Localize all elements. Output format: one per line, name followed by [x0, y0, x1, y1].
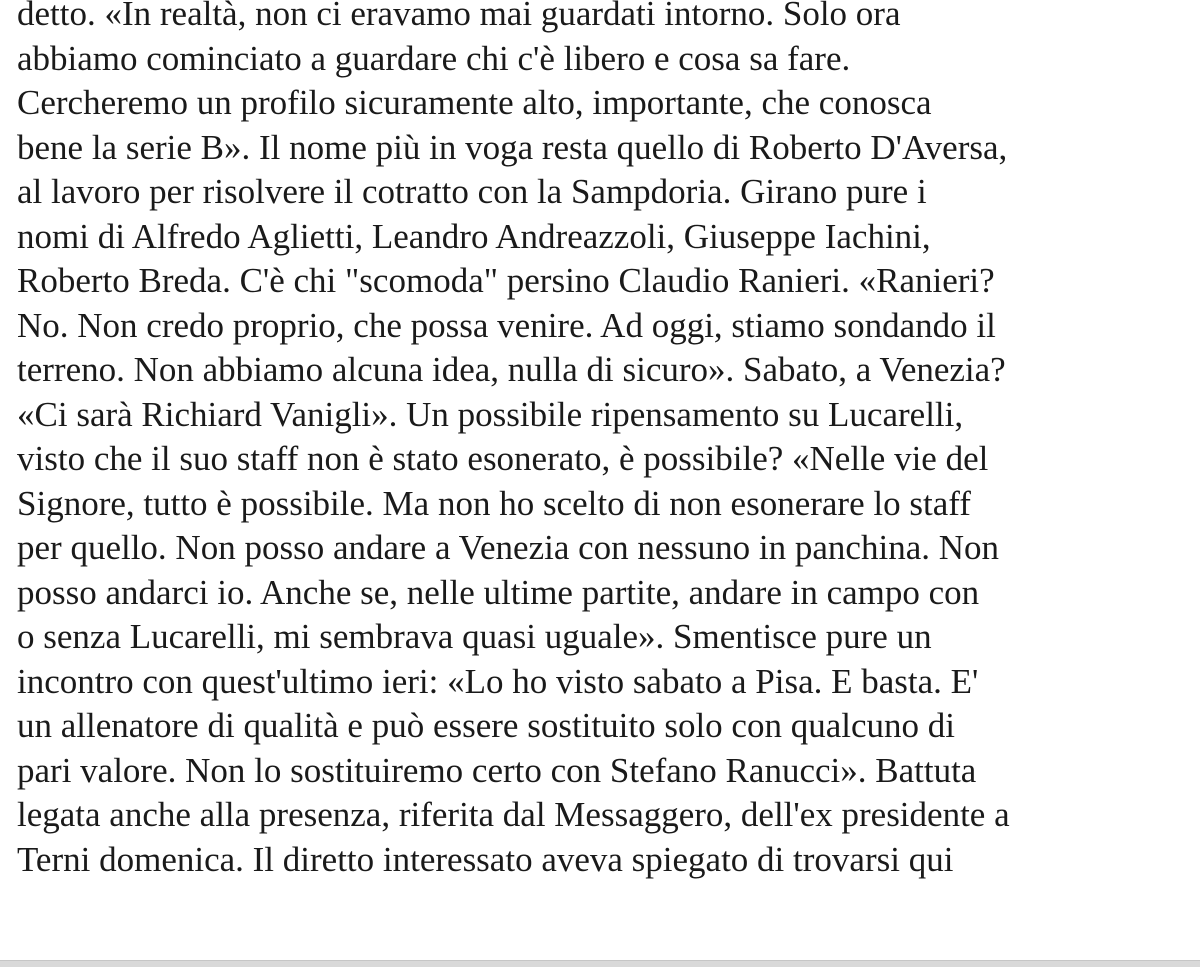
paragraph-line: al lavoro per risolvere il cotratto con la Sampdoria. Girano pure i: [17, 172, 927, 211]
paragraph-line: bene la serie B». Il nome più in voga resta quello di Roberto D'Aversa,: [17, 127, 1008, 167]
paragraph-line: visto che il suo staff non è stato esonerato, è possibile? «Nelle vie del: [17, 439, 989, 478]
paragraph-line: detto. «In realtà, non ci eravamo mai guardati intorno. Solo ora: [17, 0, 901, 33]
paragraph-line: Roberto Breda. C'è chi "scomoda" persino Claudio Ranieri. «Ranieri?: [17, 261, 995, 300]
paragraph-line: un allenatore di qualità e può essere sostituito solo con qualcuno di: [17, 706, 955, 745]
paragraph-line: per quello. Non posso andare a Venezia con nessuno in panchina. Non: [17, 528, 999, 567]
article-paragraph: [17, 0, 1187, 882]
paragraph-line: abbiamo cominciato a guardare chi c'è libero e cosa sa fare.: [17, 38, 851, 78]
paragraph-line: Terni domenica. Il diretto interessato aveva spiegato di trovarsi qui: [17, 839, 954, 879]
paragraph-line: «Ci sarà Richiard Vanigli». Un possibile ripensamento su Lucarelli,: [17, 394, 964, 434]
paragraph-line: Signore, tutto è possibile. Ma non ho scelto di non esonerare lo staff: [17, 483, 971, 523]
paragraph-line: legata anche alla presenza, riferita dal Messaggero, dell'ex presidente a: [17, 795, 1010, 834]
paragraph-line: No. Non credo proprio, che possa venire. Ad oggi, stiamo sondando il: [17, 305, 996, 345]
paragraph-line: posso andarci io. Anche se, nelle ultime partite, andare in campo con: [17, 572, 980, 612]
horizontal-scrollbar[interactable]: [0, 960, 1200, 967]
paragraph-line: terreno. Non abbiamo alcuna idea, nulla di sicuro». Sabato, a Venezia?: [17, 350, 1006, 389]
paragraph-line: o senza Lucarelli, mi sembrava quasi uguale». Smentisce pure un: [17, 617, 932, 656]
paragraph-line: Cercheremo un profilo sicuramente alto, importante, che conosca: [17, 83, 932, 122]
paragraph-line: incontro con quest'ultimo ieri: «Lo ho visto sabato a Pisa. E basta. E': [17, 661, 979, 701]
paragraph-line: pari valore. Non lo sostituiremo certo con Stefano Ranucci». Battuta: [17, 750, 977, 790]
paragraph-line: nomi di Alfredo Aglietti, Leandro Andreazzoli, Giuseppe Iachini,: [17, 216, 931, 256]
